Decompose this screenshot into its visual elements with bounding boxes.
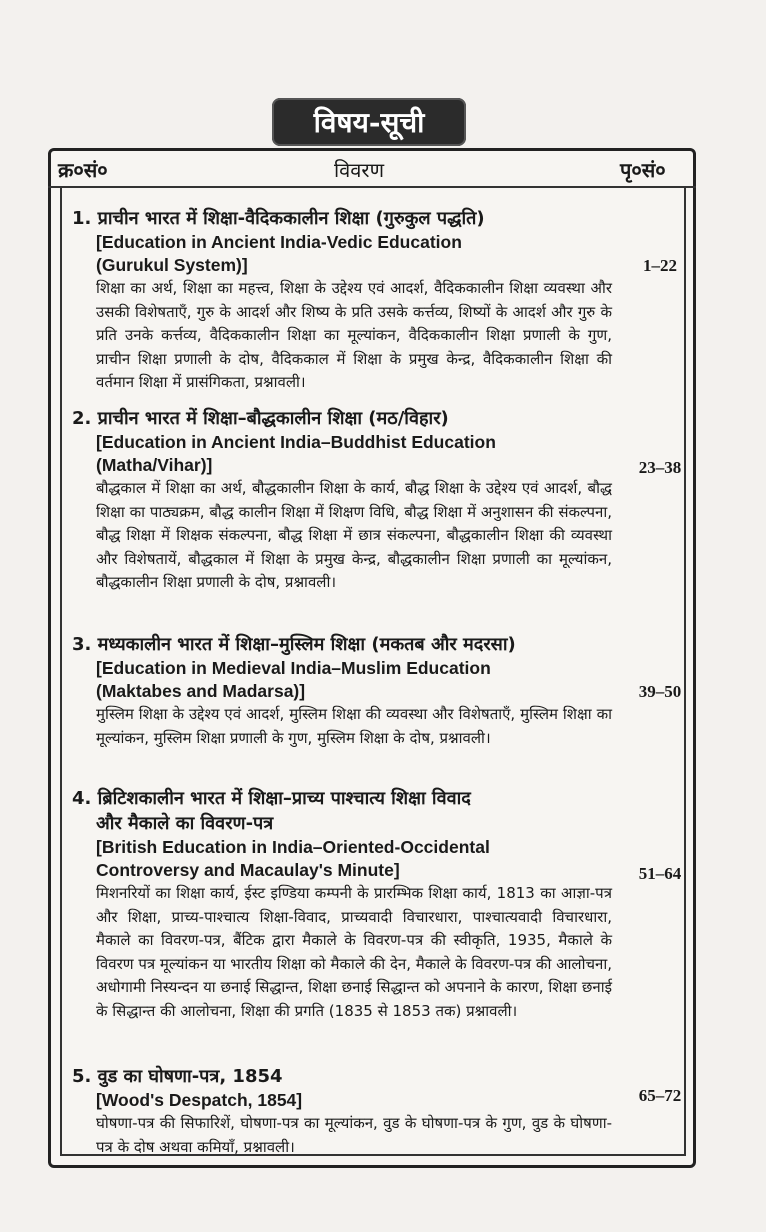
- contents-entry-1: [72, 206, 612, 395]
- entry-hindi-title-cont: और मैकाले का विवरण-पत्र: [96, 813, 274, 834]
- entry-english-title: [Education in Medieval India–Muslim Education: [96, 658, 491, 678]
- header-page: पृ०सं०: [620, 158, 666, 182]
- contents-entry-5: [72, 1064, 612, 1159]
- entry-english-title: [Education in Ancient India–Buddhist Education: [96, 432, 496, 452]
- entry-description: बौद्धकाल में शिक्षा का अर्थ, बौद्धकालीन शिक्षा के कार्य, बौद्ध शिक्षा के उद्देश्य एवं आदर्श, बौद्ध शिक्षा का पाठ्यक्रम, बौद्ध कालीन शिक्षा में शिक्षण विधि, बौद्ध शिक्षा में अनुशासन की संकल्पना, बौद्ध शिक्षा में शिक्षक संकल्पना, बौद्ध शिक्षा में छात्र संकल्पना, बौद्धकालीन शिक्षा की व्यवस्था और विशेषतायें, बौद्धकाल में शिक्षा के प्रमुख केन्द्र, बौद्धकालीन शिक्षा प्रणाली का मूल्यांकन, बौद्धकालीन शिक्षा प्रणाली के दोष, प्रश्नावली।: [96, 479, 612, 591]
- entry-english-title-cont: (Matha/Vihar)]: [96, 455, 213, 475]
- contents-entry-4: [72, 786, 612, 1023]
- entry-description: मुस्लिम शिक्षा के उद्देश्य एवं आदर्श, मुस्लिम शिक्षा की व्यवस्था और विशेषताएँ, मुस्लिम शिक्षा का मूल्यांकन, मुस्लिम शिक्षा प्रणाली के गुण, मुस्लिम शिक्षा के दोष, प्रश्नावली।: [96, 705, 612, 747]
- entry-number: 4.: [72, 788, 92, 809]
- page-title: विषय-सूची: [272, 98, 466, 146]
- entry-number: 3.: [72, 634, 92, 655]
- entry-hindi-title: मध्यकालीन भारत में शिक्षा–मुस्लिम शिक्षा (मकतब और मदरसा): [97, 634, 516, 655]
- contents-entry-3: [72, 632, 612, 750]
- entry-number: 2.: [72, 408, 92, 429]
- header-serial: क्र०सं०: [58, 158, 108, 182]
- entry-english-title: [Wood's Despatch, 1854]: [96, 1090, 303, 1110]
- entry-hindi-title: वुड का घोषणा-पत्र, 1854: [97, 1066, 283, 1087]
- entry-title: [72, 786, 612, 836]
- entry-page-range-1: 1–22: [643, 256, 677, 275]
- entry-english-title: [Education in Ancient India-Vedic Education: [96, 232, 462, 252]
- entry-english-title-cont: (Maktabes and Madarsa)]: [96, 681, 306, 701]
- entry-page-range-5: 65–72: [638, 1086, 682, 1105]
- entry-description: घोषणा-पत्र की सिफारिशें, घोषणा-पत्र का मूल्यांकन, वुड के घोषणा-पत्र के गुण, वुड के घोषणा-पत्र के दोष अथवा कमियाँ, प्रश्नावली।: [96, 1114, 612, 1156]
- header-description: विवरण: [334, 158, 385, 182]
- entry-title: [72, 1064, 612, 1089]
- entry-number: 5.: [72, 1066, 92, 1087]
- entry-hindi-title: प्राचीन भारत में शिक्षा–बौद्धकालीन शिक्षा (मठ/विहार): [97, 408, 449, 429]
- entry-hindi-title: प्राचीन भारत में शिक्षा-वैदिककालीन शिक्षा (गुरुकुल पद्धति): [97, 208, 485, 229]
- entry-page-range-2: 23–38: [638, 458, 682, 477]
- entry-title: [72, 406, 612, 431]
- table-header: [48, 150, 696, 188]
- entry-number: 1.: [72, 208, 92, 229]
- entry-english-title-cont: (Gurukul System)]: [96, 255, 248, 275]
- entry-page-range-3: 39–50: [638, 682, 682, 701]
- entry-english-title-cont: Controversy and Macaulay's Minute]: [96, 860, 400, 880]
- entry-title: [72, 632, 612, 657]
- entry-hindi-title: ब्रिटिशकालीन भारत में शिक्षा–प्राच्य पाश्चात्य शिक्षा विवाद: [97, 788, 471, 809]
- entry-description: मिशनरियों का शिक्षा कार्य, ईस्ट इण्डिया कम्पनी के प्रारम्भिक शिक्षा कार्य, 1813 का आज्ञा-पत्र और शिक्षा, प्राच्य-पाश्चात्य शिक्षा-विवाद, प्राच्यवादी विचारधारा, पाश्चात्यवादी विचारधारा, मैकाले का विवरण-पत्र, बैंटिक द्वारा मैकाले के विवरण-पत्र की स्वीकृति, 1935, मैकाले के विवरण पत्र मूल्यांकन या भारतीय शिक्षा को मैकाले की देन, मैकाले के विवरण-पत्र की आलोचना, अधोगामी निस्यन्दन या छनाई सिद्धान्त, शिक्षा छनाई सिद्धान्त को अपनाने के कारण, शिक्षा छनाई के सिद्धान्त की आलोचना, शिक्षा की प्रगति (1835 से 1853 तक) प्रश्नावली।: [96, 884, 612, 1020]
- contents-entry-2: [72, 406, 612, 595]
- entry-description: शिक्षा का अर्थ, शिक्षा का महत्त्व, शिक्षा के उद्देश्य एवं आदर्श, वैदिककालीन शिक्षा व्यवस्था और उसकी विशेषताएँ, गुरु के आदर्श और शिष्य के प्रति उसके कर्त्तव्य, शिष्यों के आदर्श और गुरु के प्रति उनके कर्त्तव्य, वैदिककालीन शिक्षा का मूल्यांकन, वैदिककालीन शिक्षा प्रणाली के गुण, प्राचीन शिक्षा प्रणाली के दोष, वैदिककाल में शिक्षा के प्रमुख केन्द्र, वैदिककालीन शिक्षा की वर्तमान शिक्षा में प्रासंगिकता, प्रश्नावली।: [96, 279, 612, 391]
- entry-title: [72, 206, 612, 231]
- entry-english-title: [British Education in India–Oriented-Occidental: [96, 837, 490, 857]
- entry-page-range-4: 51–64: [638, 864, 682, 883]
